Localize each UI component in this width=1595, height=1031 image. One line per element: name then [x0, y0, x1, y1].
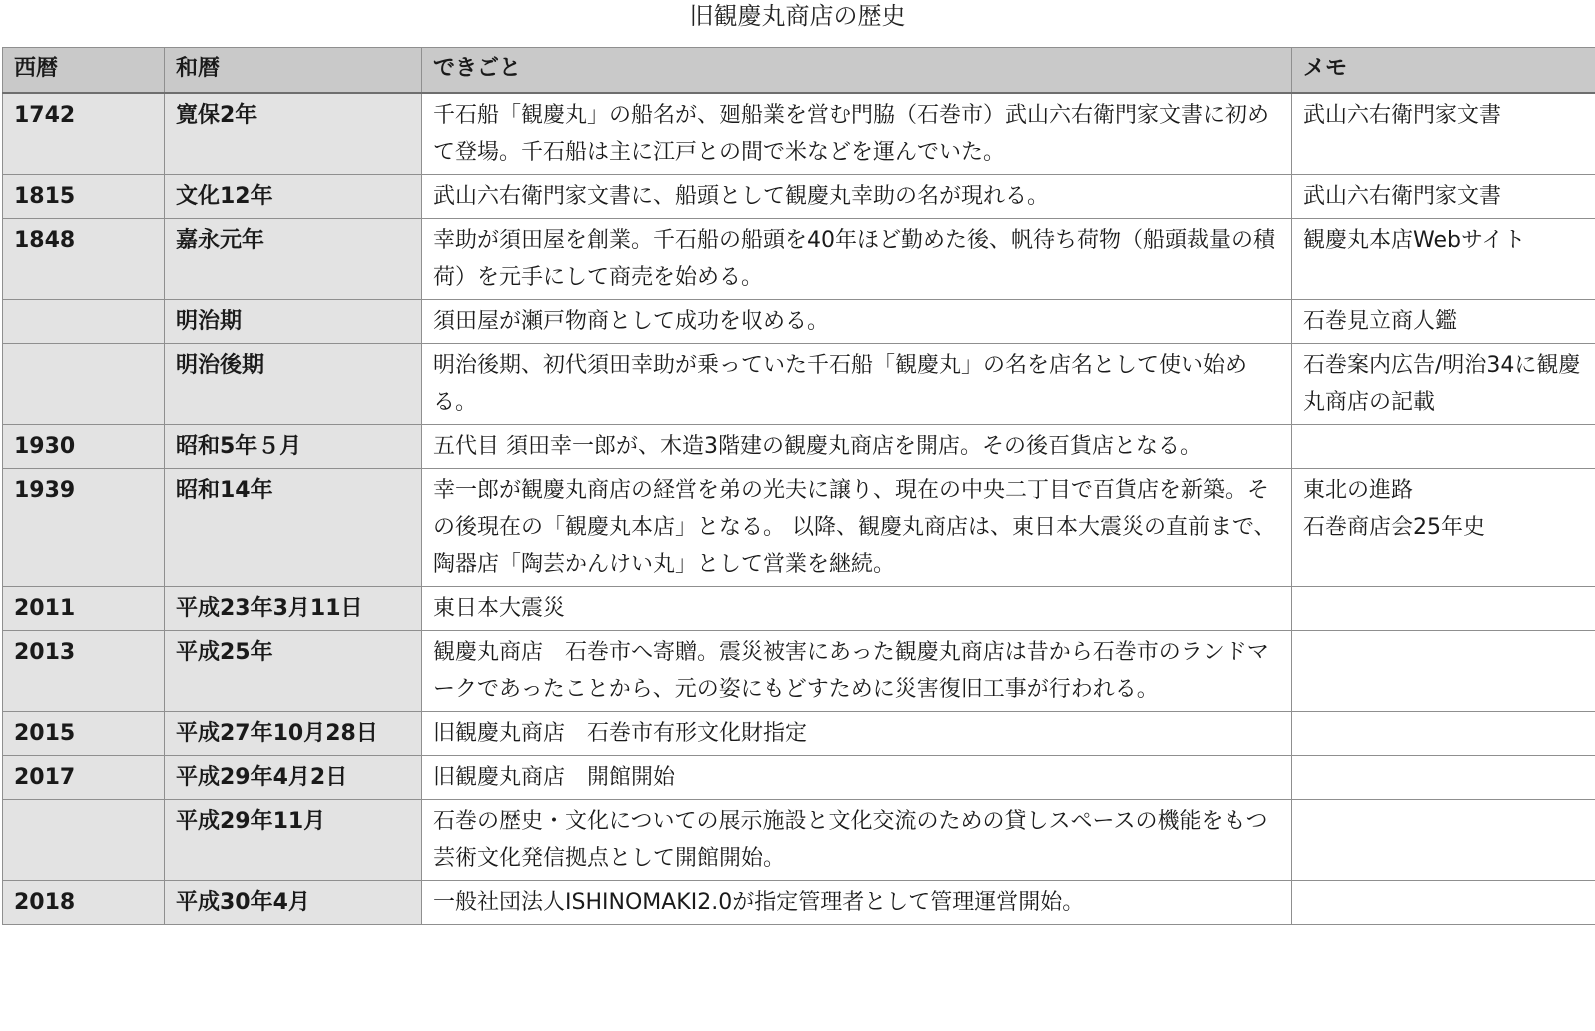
- year-cell: 2011: [3, 587, 165, 631]
- memo-cell: [1292, 300, 1595, 344]
- table-body: [3, 93, 1595, 925]
- memo-line: 石巻商店会25年史: [1303, 515, 1485, 540]
- era-cell: 昭和14年: [165, 469, 422, 587]
- event-cell: 明治後期、初代須田幸助が乗っていた千石船「観慶丸」の名を店名として使い始める。: [422, 344, 1292, 425]
- year-cell: 2017: [3, 756, 165, 800]
- era-cell: 平成29年4月2日: [165, 756, 422, 800]
- year-cell: 1939: [3, 469, 165, 587]
- year-cell: [3, 300, 165, 344]
- memo-cell: [1292, 425, 1595, 469]
- table-row: [3, 219, 1595, 300]
- history-table: [2, 47, 1595, 925]
- event-cell: 須田屋が瀬戸物商として成功を収める。: [422, 300, 1292, 344]
- memo-cell: [1292, 631, 1595, 712]
- era-cell: 平成25年: [165, 631, 422, 712]
- era-cell: 平成27年10月28日: [165, 712, 422, 756]
- table-row: [3, 631, 1595, 712]
- header-era: 和暦: [165, 48, 422, 94]
- era-cell: 昭和5年５月: [165, 425, 422, 469]
- memo-cell: [1292, 756, 1595, 800]
- era-cell: 嘉永元年: [165, 219, 422, 300]
- era-cell: 寛保2年: [165, 93, 422, 175]
- header-memo: メモ: [1292, 48, 1595, 94]
- era-cell: 平成30年4月: [165, 881, 422, 925]
- event-cell: 東日本大震災: [422, 587, 1292, 631]
- memo-cell: [1292, 712, 1595, 756]
- memo-cell: [1292, 469, 1595, 587]
- memo-cell: [1292, 93, 1595, 175]
- memo-line: 石巻案内広告/明治34に観慶丸商店の記載: [1303, 353, 1581, 415]
- header-row: [3, 48, 1595, 94]
- table-row: [3, 800, 1595, 881]
- event-cell: 一般社団法人ISHINOMAKI2.0が指定管理者として管理運営開始。: [422, 881, 1292, 925]
- year-cell: 1742: [3, 93, 165, 175]
- table-row: [3, 93, 1595, 175]
- event-cell: 石巻の歴史・文化についての展示施設と文化交流のための貸しスペースの機能をもつ芸術文化発信拠点として開館開始。: [422, 800, 1292, 881]
- memo-cell: [1292, 881, 1595, 925]
- memo-line: 石巻見立商人鑑: [1303, 309, 1458, 334]
- memo-cell: [1292, 344, 1595, 425]
- table-row: [3, 712, 1595, 756]
- event-cell: 五代目 須田幸一郎が、木造3階建の観慶丸商店を開店。その後百貨店となる。: [422, 425, 1292, 469]
- era-cell: 文化12年: [165, 175, 422, 219]
- memo-cell: [1292, 219, 1595, 300]
- memo-cell: [1292, 175, 1595, 219]
- table-row: [3, 344, 1595, 425]
- event-cell: 旧観慶丸商店 石巻市有形文化財指定: [422, 712, 1292, 756]
- table-row: [3, 425, 1595, 469]
- document-title: 旧観慶丸商店の歴史: [689, 2, 906, 30]
- table-row: [3, 469, 1595, 587]
- year-cell: 2015: [3, 712, 165, 756]
- event-cell: 観慶丸商店 石巻市へ寄贈。震災被害にあった観慶丸商店は昔から石巻市のランドマークであったことから、元の姿にもどすために災害復旧工事が行われる。: [422, 631, 1292, 712]
- memo-line: 観慶丸本店Webサイト: [1303, 228, 1526, 253]
- table-row: [3, 881, 1595, 925]
- memo-line: 東北の進路: [1303, 478, 1414, 503]
- year-cell: 1848: [3, 219, 165, 300]
- event-cell: 千石船「観慶丸」の船名が、廻船業を営む門脇（石巻市）武山六右衛門家文書に初めて登場。千石船は主に江戸との間で米などを運んでいた。: [422, 93, 1292, 175]
- header-event: できごと: [422, 48, 1292, 94]
- memo-cell: [1292, 587, 1595, 631]
- memo-line: 武山六右衛門家文書: [1303, 103, 1502, 128]
- memo-cell: [1292, 800, 1595, 881]
- memo-line: 武山六右衛門家文書: [1303, 184, 1502, 209]
- event-cell: 武山六右衛門家文書に、船頭として観慶丸幸助の名が現れる。: [422, 175, 1292, 219]
- era-cell: 平成23年3月11日: [165, 587, 422, 631]
- header-year: 西暦: [3, 48, 165, 94]
- year-cell: [3, 344, 165, 425]
- year-cell: 2013: [3, 631, 165, 712]
- year-cell: [3, 800, 165, 881]
- year-cell: 2018: [3, 881, 165, 925]
- event-cell: 幸一郎が観慶丸商店の経営を弟の光夫に譲り、現在の中央二丁目で百貨店を新築。その後現在の「観慶丸本店」となる。 以降、観慶丸商店は、東日本大震災の直前まで、陶器店「陶芸かんけい丸」として営業を継続。: [422, 469, 1292, 587]
- table-row: [3, 175, 1595, 219]
- era-cell: 明治後期: [165, 344, 422, 425]
- event-cell: 幸助が須田屋を創業。千石船の船頭を40年ほど勤めた後、帆待ち荷物（船頭裁量の積荷）を元手にして商売を始める。: [422, 219, 1292, 300]
- year-cell: 1930: [3, 425, 165, 469]
- era-cell: 明治期: [165, 300, 422, 344]
- era-cell: 平成29年11月: [165, 800, 422, 881]
- event-cell: 旧観慶丸商店 開館開始: [422, 756, 1292, 800]
- table-row: [3, 756, 1595, 800]
- table-row: [3, 300, 1595, 344]
- table-row: [3, 587, 1595, 631]
- year-cell: 1815: [3, 175, 165, 219]
